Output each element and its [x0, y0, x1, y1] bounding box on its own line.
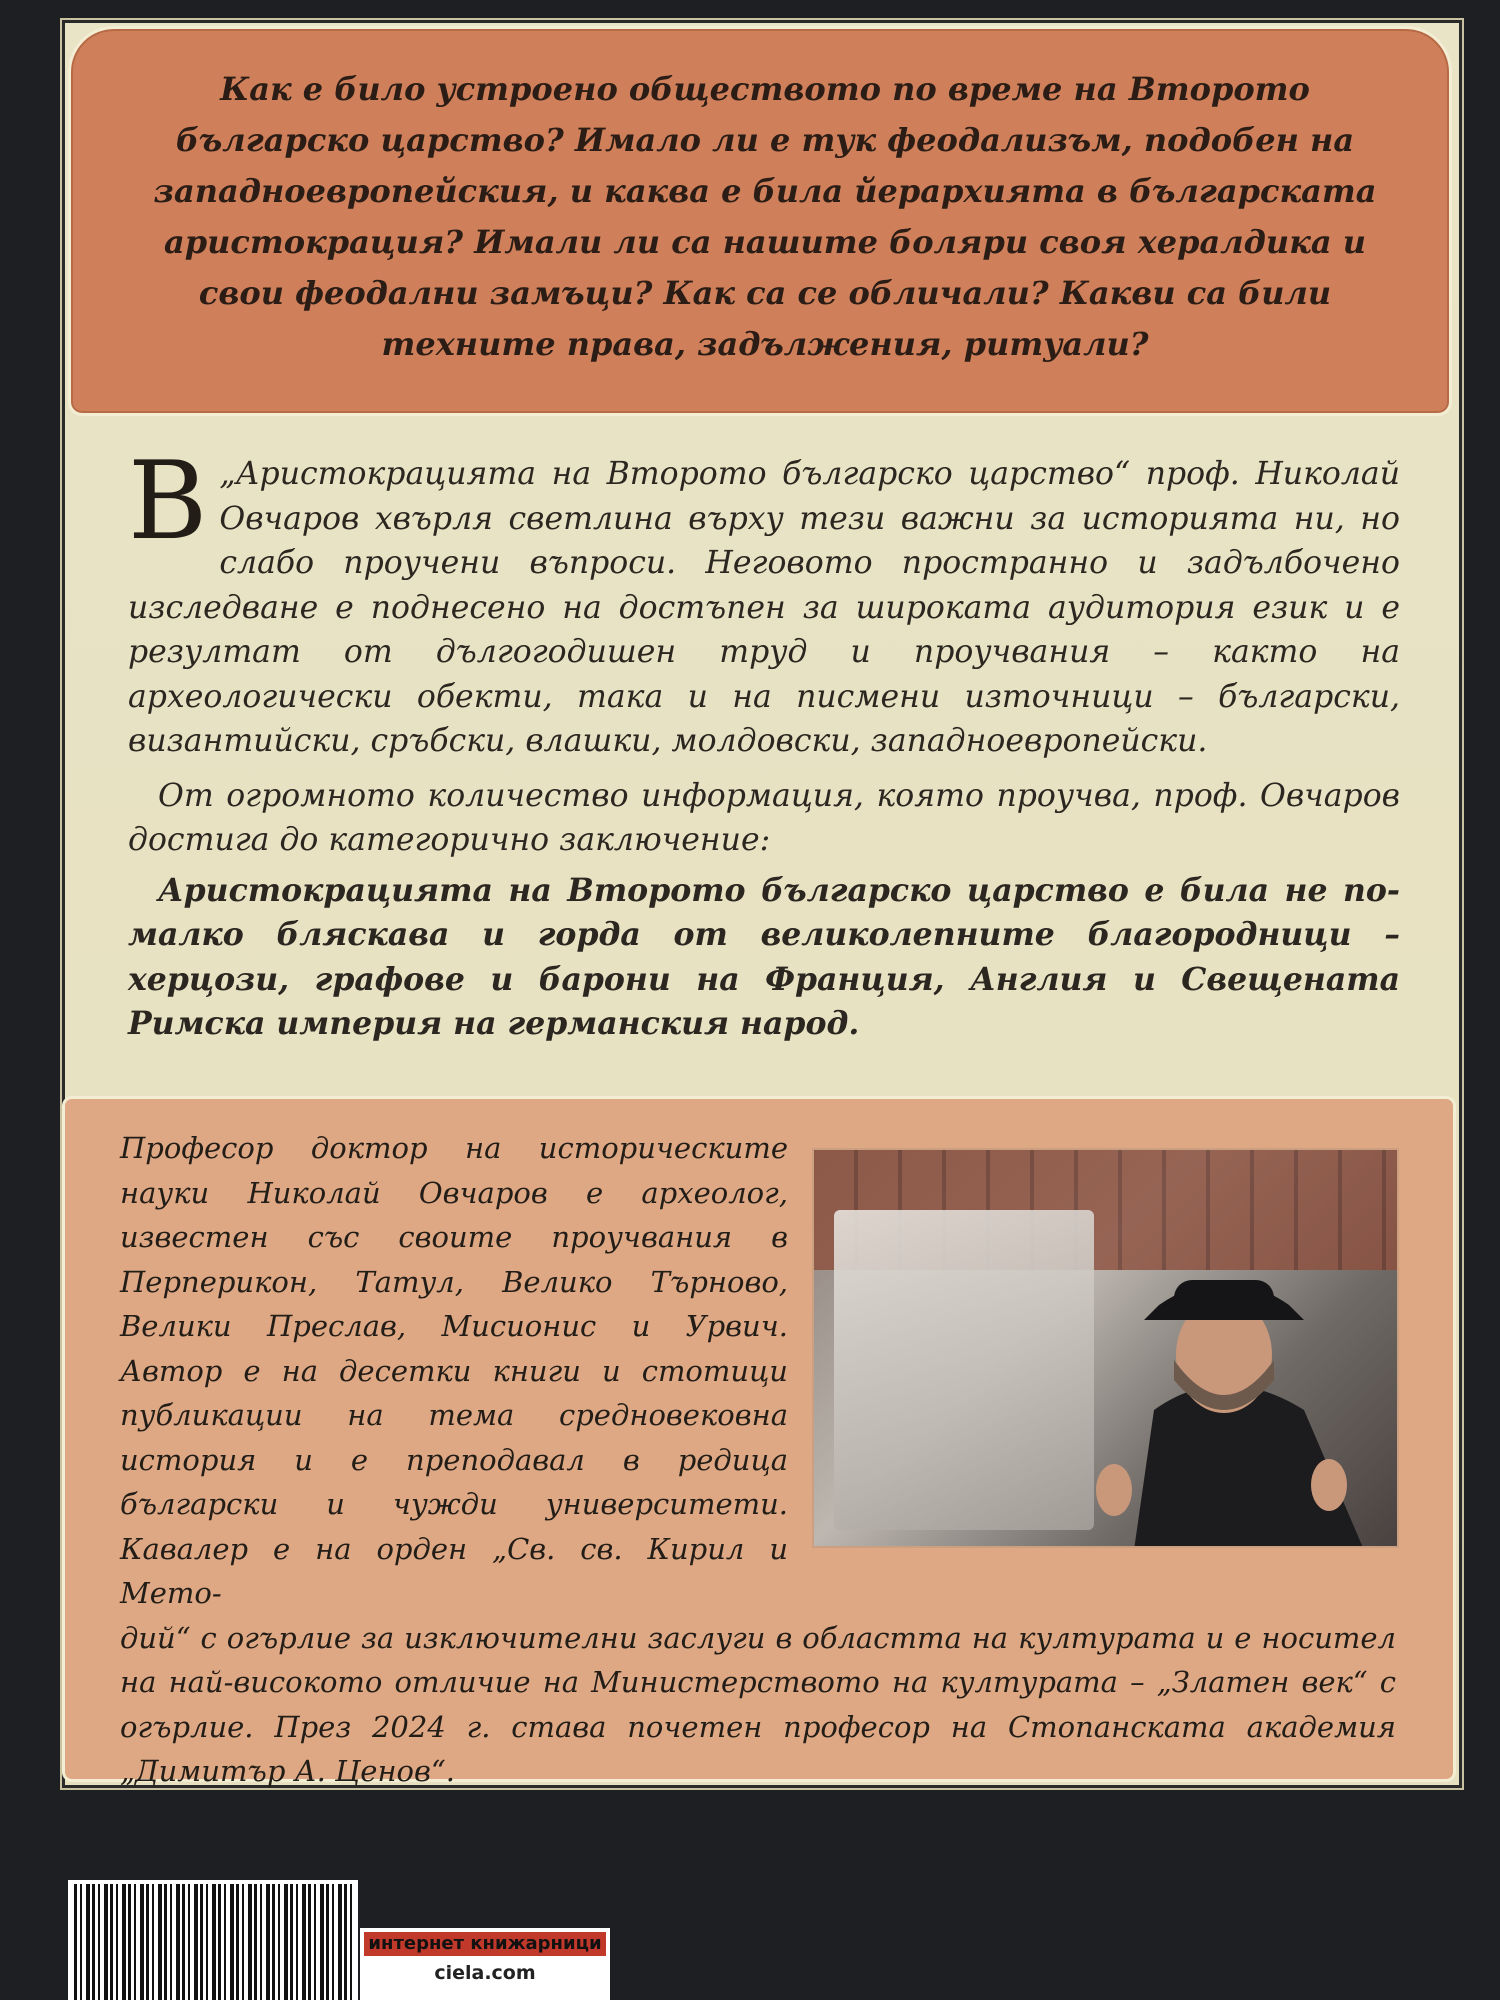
- store-sticker: [360, 1928, 610, 2000]
- bio-full-text: дий“ с огърлие за изключителни заслуги в областта на културата и е носител на най-високото отличие на Министерството на културата – „Златен век“ с огърлие. През 2024 г. става почетен професор на Стопанската академия „Димитър А. Ценов“.: [120, 1620, 1396, 1788]
- barcode: [68, 1880, 358, 2000]
- barcode-lines: [74, 1884, 352, 2000]
- description-paragraph-1: „Аристокрацията на Второто българско царство“ проф. Николай Овчаров хвърля светлина върху тези важни за историята ни, но слабо проучени въпроси. Неговото пространно и задълбочено изследване е поднесено на достъпен за широката аудитория език и е резултат от дългогодишен труд и проучвания – както на археологически обекти, така и на писмени източници – български, византийски, сръбски, влашки, молдовски, западноевропейски.: [128, 456, 1400, 759]
- author-bio: [120, 1126, 1396, 1794]
- description-paragraph-2: От огромното количество информация, която проучва, проф. Овчаров достига до категорично заключение:: [128, 777, 1400, 858]
- questions-text: Как е било устроено обществото по време на Второто българско царство? Имало ли е тук феодализъм, подобен на западноевропейския, и каква е била йерархията в българската аристокрация? Имали ли са нашите боляри своя хералдика и свои феодални замъци? Как са се обличали? Какви са били техните права, задължения, ритуали?: [153, 70, 1377, 363]
- bio-wrapped-text: Професор доктор на историческите науки Николай Овчаров е археолог, известен със своите проучвания в Перперикон, Татул, Велико Търново, Велики Преслав, Мисионис и Урвич. Автор е на десетки книги и стотици публикации на тема средновековна история и е преподавал в редица български и чужди университети. Кавалер е на орден „Св. св. Кирил и Мето-: [120, 1131, 788, 1610]
- drop-cap: В: [128, 439, 208, 564]
- conclusion-paragraph: Аристокрацията на Второто българско царство е била не по-малко бляскава и горда от великолепните благородници – херцози, графове и барони на Франция, Англия и Свещената Римска империя на германския народ.: [128, 871, 1400, 1042]
- main-description: [128, 439, 1400, 1047]
- store-url: ciela.com: [434, 1962, 536, 1984]
- store-label: интернет книжарници: [364, 1932, 606, 1956]
